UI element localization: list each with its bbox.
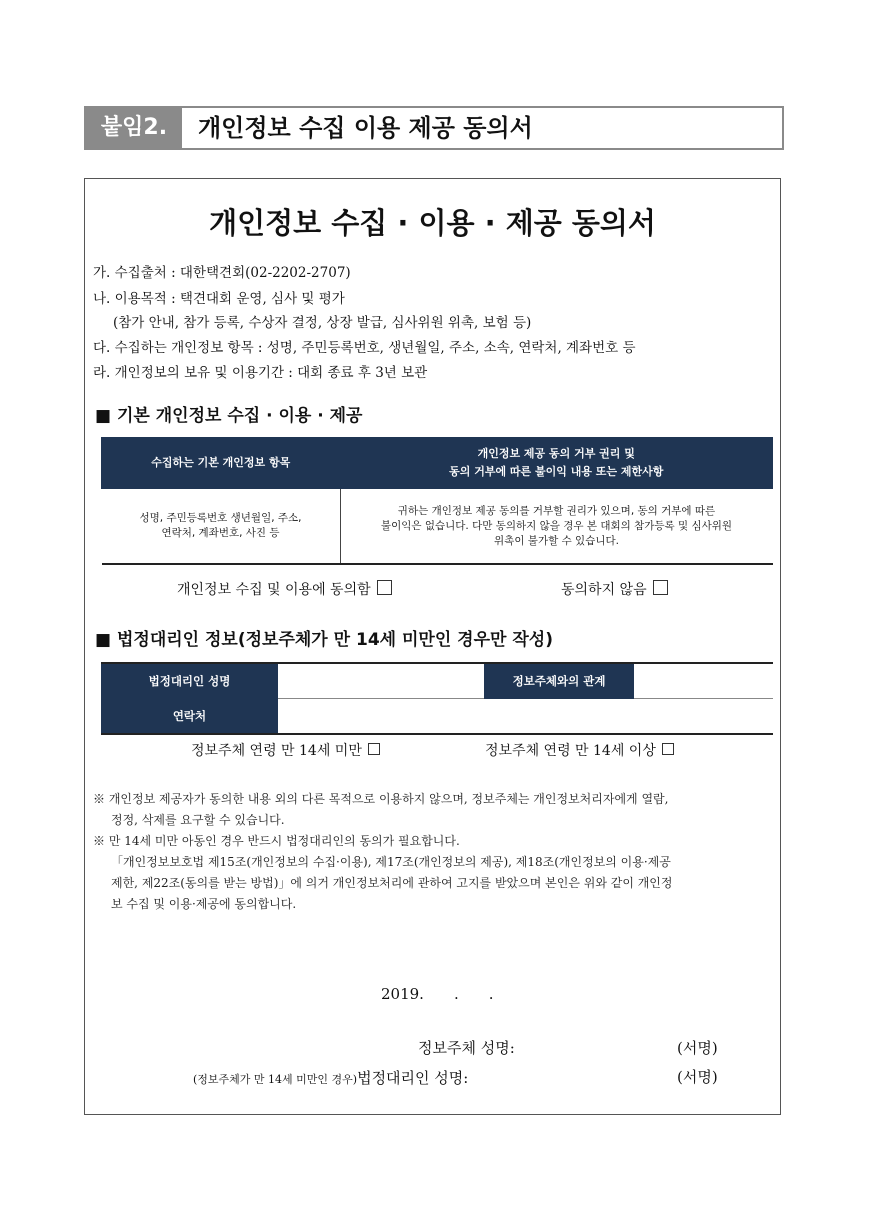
- table-cell-items: [102, 489, 341, 565]
- table-cell-rights: [340, 489, 773, 565]
- subject-name-label: 정보주체 성명:: [418, 1039, 515, 1057]
- section2-title: ■ 법정대리인 정보(정보주체가 만 14세 미만인 경우만 작성): [95, 630, 553, 650]
- rights-line2: 불이익은 없습니다. 다만 동의하지 않을 경우 본 대회의 참가등록 및 심사위원: [380, 519, 733, 532]
- relation-label: 정보주체와의 관계: [484, 663, 634, 699]
- disagree-label: 동의하지 않음: [561, 582, 647, 598]
- note-line: 「개인정보보호법 제15조(개인정보의 수집·이용), 제17조(개인정보의 제공), 제18조(개인정보의 이용·제공: [111, 855, 671, 869]
- disagree-checkbox[interactable]: [653, 580, 668, 595]
- info-line-purpose: 나. 이용목적 : 택견대회 운영, 심사 및 평가: [93, 291, 345, 307]
- note-line: ※ 만 14세 미만 아동인 경우 반드시 법정대리인의 동의가 필요합니다.: [93, 834, 460, 848]
- date-line: 2019. . .: [381, 985, 494, 1003]
- info-line-period: 라. 개인정보의 보유 및 이용기간 : 대회 종료 후 3년 보관: [93, 365, 428, 381]
- note-line: 제한, 제22조(동의를 받는 방법)」에 의거 개인정보처리에 관하여 고지를 받았으며 본인은 위와 같이 개인정: [111, 876, 673, 890]
- guardian-name-sign-label: 법정대리인 성명:: [357, 1069, 469, 1087]
- over14-label: 정보주체 연령 만 14세 이상: [485, 743, 656, 759]
- note-line: ※ 개인정보 제공자가 동의한 내용 외의 다른 목적으로 이용하지 않으며, 정보주체는 개인정보처리자에게 열람,: [93, 792, 669, 806]
- table-header-rights-line1: 개인정보 제공 동의 거부 권리 및: [477, 447, 635, 460]
- agree-option: [177, 579, 392, 599]
- items-line1: 성명, 주민등록번호 생년월일, 주소,: [139, 512, 302, 524]
- under14-option: [191, 740, 380, 760]
- guardian-signature[interactable]: (서명): [677, 1068, 718, 1086]
- under14-label: 정보주체 연령 만 14세 미만: [191, 743, 362, 759]
- document-title: 개인정보 수집 · 이용 · 제공 동의서: [209, 206, 656, 240]
- attachment-header: [84, 106, 784, 150]
- basic-info-table: [101, 437, 773, 565]
- guardian-sign-row: [193, 1067, 468, 1088]
- table-header-items: 수집하는 기본 개인정보 항목: [102, 438, 341, 489]
- subject-signature[interactable]: (서명): [677, 1039, 718, 1057]
- disagree-option: [561, 579, 668, 599]
- section1-title: ■ 기본 개인정보 수집 · 이용 · 제공: [95, 406, 363, 426]
- info-line-purpose-detail: (참가 안내, 참가 등록, 수상자 결정, 상장 발급, 심사위원 위촉, 보험 등): [113, 315, 532, 331]
- contact-label: 연락처: [101, 699, 278, 735]
- notes-block: [93, 789, 773, 915]
- note-line: 보 수집 및 이용·제공에 동의합니다.: [111, 897, 297, 911]
- guardian-name-label: 법정대리인 성명: [101, 663, 278, 699]
- guardian-name-field[interactable]: [278, 663, 484, 699]
- rights-line1: 귀하는 개인정보 제공 동의를 거부할 권리가 있으며, 동의 거부에 따른: [397, 504, 716, 517]
- table-header-rights-line2: 동의 거부에 따른 불이익 내용 또는 제한사항: [449, 465, 664, 478]
- contact-field[interactable]: [278, 699, 773, 735]
- rights-line3: 위촉이 불가할 수 있습니다.: [494, 534, 619, 547]
- over14-option: [485, 740, 674, 760]
- under14-checkbox[interactable]: [368, 743, 380, 755]
- relation-field[interactable]: [634, 663, 773, 699]
- guardian-table: [101, 662, 773, 735]
- consent-form: [84, 178, 781, 1115]
- over14-checkbox[interactable]: [662, 743, 674, 755]
- items-line2: 연락처, 계좌번호, 사진 등: [161, 527, 280, 539]
- agree-label: 개인정보 수집 및 이용에 동의함: [177, 582, 371, 598]
- attachment-title: 개인정보 수집 이용 제공 동의서: [198, 114, 533, 142]
- info-line-items: 다. 수집하는 개인정보 항목 : 성명, 주민등록번호, 생년월일, 주소, 소속, 연락처, 계좌번호 등: [93, 340, 636, 356]
- note-line: 정정, 삭제를 요구할 수 있습니다.: [111, 813, 285, 827]
- table-header-rights: [340, 438, 773, 489]
- guardian-note: (정보주체가 만 14세 미만인 경우): [193, 1073, 358, 1086]
- agree-checkbox[interactable]: [377, 580, 392, 595]
- info-line-source: 가. 수집출처 : 대한택견회(02-2202-2707): [93, 265, 351, 281]
- attachment-tag: 붙임2.: [86, 108, 182, 148]
